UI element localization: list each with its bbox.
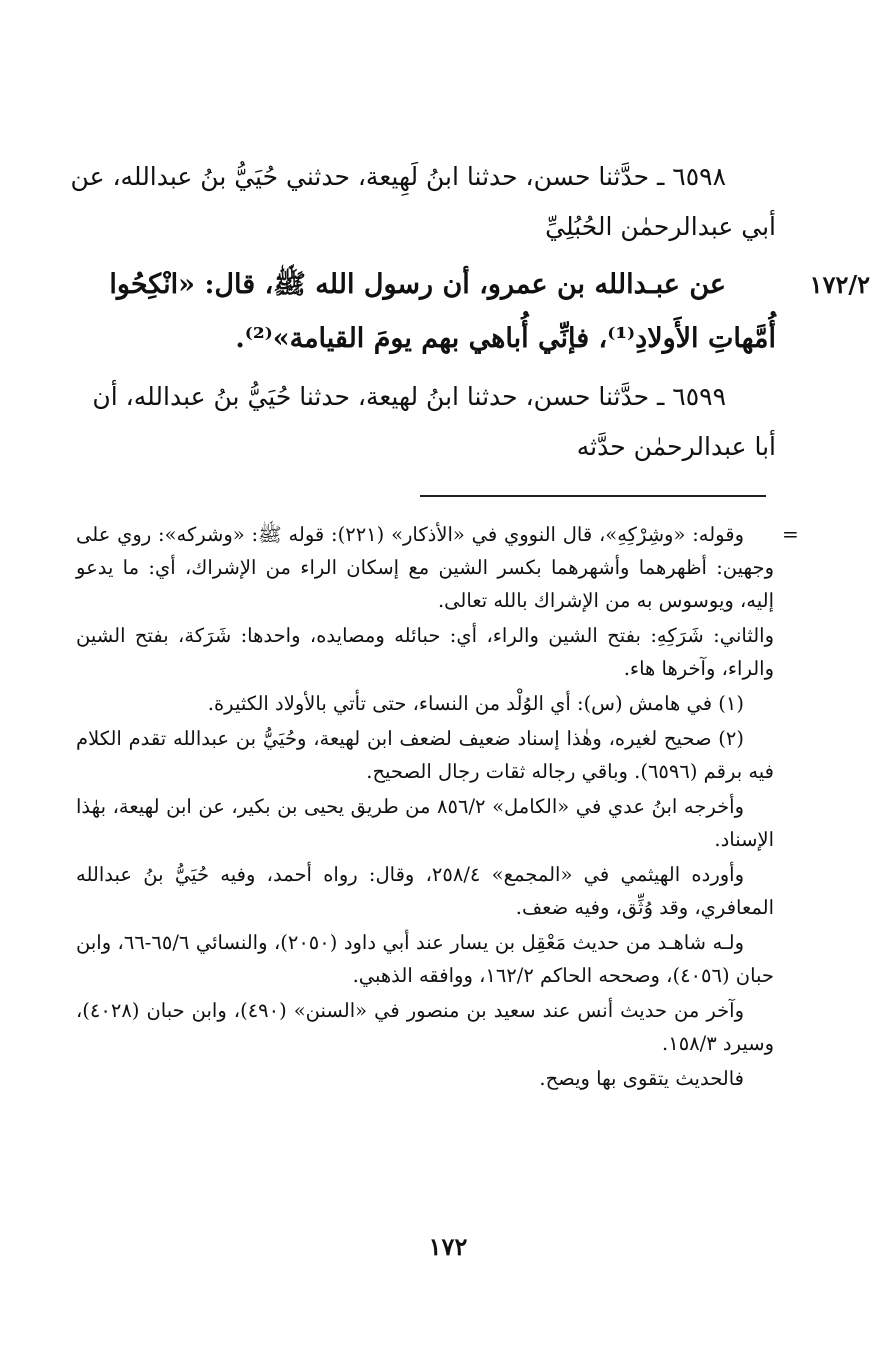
hadith-text: [70, 258, 776, 366]
volume-page-reference: ١٧٢/٢: [809, 270, 870, 299]
footnote-paragraph: وآخر من حديث أنس عند سعيد بن منصور في «السنن» (٤٩٠)، وابن حبان (٤٠٢٨)، وسيرد ١٥٨/٣.: [76, 999, 774, 1055]
footnotes: [76, 518, 774, 1097]
footnote-continuation-marker: =: [782, 522, 799, 546]
hadith-6598-chain: [70, 152, 776, 252]
chain-line: أبا عبدالرحمٰن حدَّثه: [576, 432, 776, 461]
chain-line: أبي عبدالرحمٰن الحُبُلِيِّ: [545, 212, 776, 241]
chain-line: ٦٥٩٨ ـ حدَّثنا حسن، حدثنا ابنُ لَهِيعة، حدثني حُيَيُّ بنُ عبدالله، عن: [70, 162, 726, 191]
hadith-6599-chain: [70, 372, 776, 472]
hadith-line: عن عبـدالله بن عمرو، أن رسول الله ﷺ، قال: «انْكِحُوا: [109, 269, 726, 300]
footnote-divider: [420, 495, 766, 497]
footnote-paragraph: والثاني: شَرَكِهِ: بفتح الشين والراء، أي: حبائله ومصايده، واحدها: شَرَكة، بفتح الشين والراء، وآخرها هاء.: [76, 624, 774, 680]
chain-line: ٦٥٩٩ ـ حدَّثنا حسن، حدثنا ابنُ لهيعة، حدثنا حُيَيُّ بنُ عبدالله، أن: [92, 382, 726, 411]
footnote-paragraph: فالحديث يتقوى بها ويصح.: [539, 1067, 744, 1090]
footnote-2: (٢) صحيح لغيره، وهٰذا إسناد ضعيف لضعف ابن لهيعة، وحُيَيُّ بن عبدالله تقدم الكلام فيه برقم (٦٥٩٦). وباقي رجاله ثقات رجال الصحيح.: [76, 727, 774, 783]
page-number: ١٧٢: [428, 1232, 468, 1261]
footnote-paragraph: وأورده الهيثمي في «المجمع» ٢٥٨/٤، وقال: رواه أحمد، وفيه حُيَيُّ بنُ عبدالله المعافري، وقد وُثِّق، وفيه ضعف.: [76, 863, 774, 919]
footnote-paragraph: وأخرجه ابنُ عدي في «الكامل» ٨٥٦/٢ من طريق يحيى بن بكير، عن ابن لهيعة، بهٰذا الإسناد.: [76, 795, 774, 851]
footnote-paragraph: وقوله: «وشِرْكِهِ»، قال النووي في «الأذكار» (٢٢١): قوله ﷺ: «وشركه»: روي على وجهين: أظهرهما وأشهرهما بكسر الشين مع إسكان الراء من الإشراك، أي: ما يدعو إليه، ويوسوس به من الإشراك بالله تعالى.: [76, 523, 774, 612]
footnote-paragraph: ولـه شاهـد من حديث مَعْقِل بن يسار عند أبي داود (٢٠٥٠)، والنسائي ٦٥/٦-٦٦، وابن حبان (٤٠٥٦)، وصححه الحاكم ١٦٢/٢، ووافقه الذهبي.: [76, 931, 774, 987]
hadith-line: أُمَّهاتِ الأَولادِ⁽¹⁾، فإنِّي أُباهي بهم يومَ القيامة»⁽²⁾.: [235, 323, 776, 354]
footnote-1: (١) في هامش (س): أي الوُلْد من النساء، حتى تأتي بالأولاد الكثيرة.: [207, 692, 744, 715]
